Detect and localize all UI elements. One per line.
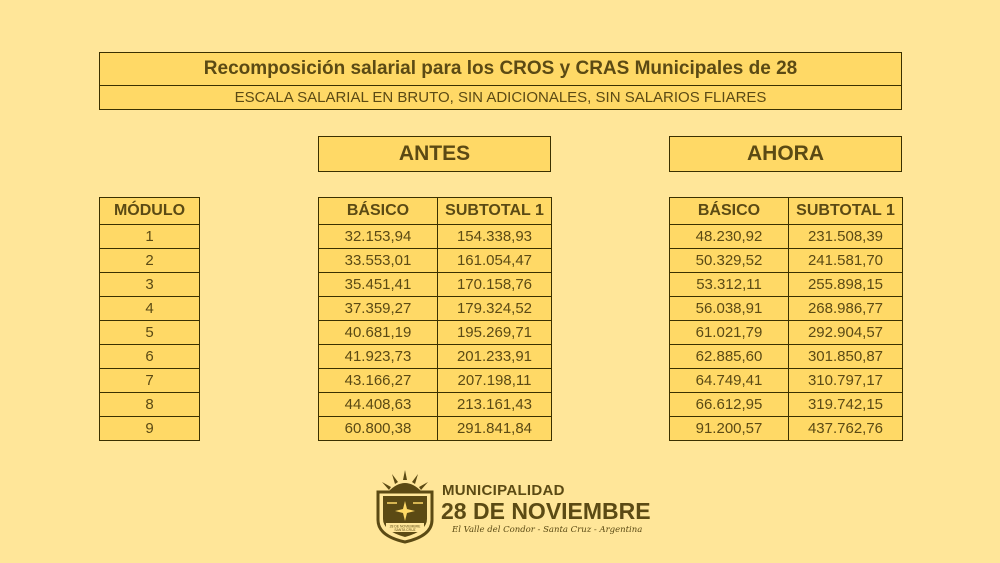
modulo-cell: 3 [100,273,200,297]
table-row [319,297,552,321]
modulo-cell: 4 [100,297,200,321]
ahora-subtotal-cell: 231.508,39 [789,225,903,249]
table-row [670,417,903,441]
antes-subtotal-cell: 179.324,52 [438,297,552,321]
table-row [100,345,200,369]
table-row [670,393,903,417]
table-row [670,225,903,249]
ahora-subtotal-cell: 268.986,77 [789,297,903,321]
ahora-subtotal-cell: 437.762,76 [789,417,903,441]
title-box [99,52,902,110]
ahora-basico-cell: 64.749,41 [670,369,789,393]
ahora-subtotal-header: SUBTOTAL 1 [789,198,903,225]
ahora-table [669,197,903,441]
table-row [319,369,552,393]
ahora-subtotal-cell: 319.742,15 [789,393,903,417]
table-row [100,417,200,441]
modulo-cell: 7 [100,369,200,393]
modulo-cell: 1 [100,225,200,249]
antes-basico-cell: 32.153,94 [319,225,438,249]
logo-place: 28 DE NOVIEMBRE [441,498,651,524]
antes-subtotal-header: SUBTOTAL 1 [438,198,552,225]
coat-of-arms-icon [370,466,440,544]
antes-basico-cell: 35.451,41 [319,273,438,297]
table-row [319,345,552,369]
ahora-subtotal-cell: 301.850,87 [789,345,903,369]
table-row [100,249,200,273]
ahora-basico-cell: 48.230,92 [670,225,789,249]
modulo-header: MÓDULO [100,198,200,225]
antes-heading: ANTES [318,136,551,172]
table-row [100,321,200,345]
table-row [319,321,552,345]
table-row [319,393,552,417]
ahora-basico-cell: 50.329,52 [670,249,789,273]
ahora-basico-cell: 53.312,11 [670,273,789,297]
table-row [670,273,903,297]
table-row [319,273,552,297]
svg-text:SANTA CRUZ: SANTA CRUZ [394,528,416,532]
antes-basico-cell: 37.359,27 [319,297,438,321]
modulo-cell: 5 [100,321,200,345]
table-row [670,297,903,321]
antes-basico-cell: 40.681,19 [319,321,438,345]
logo-name: MUNICIPALIDAD [442,482,565,499]
antes-subtotal-cell: 154.338,93 [438,225,552,249]
table-row [319,225,552,249]
table-row [319,249,552,273]
antes-basico-cell: 43.166,27 [319,369,438,393]
table-row [670,249,903,273]
antes-basico-cell: 44.408,63 [319,393,438,417]
ahora-basico-header: BÁSICO [670,198,789,225]
antes-basico-cell: 33.553,01 [319,249,438,273]
antes-basico-cell: 60.800,38 [319,417,438,441]
modulo-cell: 9 [100,417,200,441]
ahora-subtotal-cell: 255.898,15 [789,273,903,297]
antes-table [318,197,552,441]
modulo-cell: 2 [100,249,200,273]
antes-subtotal-cell: 170.158,76 [438,273,552,297]
logo-tagline: El Valle del Condor - Santa Cruz - Argentina [452,525,643,535]
ahora-basico-cell: 56.038,91 [670,297,789,321]
ahora-subtotal-cell: 241.581,70 [789,249,903,273]
ahora-basico-cell: 66.612,95 [670,393,789,417]
svg-text:28 DE NOVIEMBRE: 28 DE NOVIEMBRE [389,524,421,529]
table-row [319,417,552,441]
table-row [670,369,903,393]
ahora-basico-cell: 91.200,57 [670,417,789,441]
modulo-cell: 6 [100,345,200,369]
ahora-heading: AHORA [669,136,902,172]
antes-subtotal-cell: 161.054,47 [438,249,552,273]
modulo-table [99,197,200,441]
table-row [100,393,200,417]
table-row [100,273,200,297]
antes-subtotal-cell: 195.269,71 [438,321,552,345]
ahora-basico-cell: 61.021,79 [670,321,789,345]
antes-basico-cell: 41.923,73 [319,345,438,369]
antes-basico-header: BÁSICO [319,198,438,225]
antes-subtotal-cell: 213.161,43 [438,393,552,417]
ahora-subtotal-cell: 310.797,17 [789,369,903,393]
antes-subtotal-cell: 207.198,11 [438,369,552,393]
table-row [670,345,903,369]
table-row [100,369,200,393]
table-row [100,225,200,249]
table-row [100,297,200,321]
modulo-cell: 8 [100,393,200,417]
page-title: Recomposición salarial para los CROS y CRAS Municipales de 28 [100,53,901,86]
page-subtitle: ESCALA SALARIAL EN BRUTO, SIN ADICIONALES, SIN SALARIOS FLIARES [234,89,767,106]
table-row [670,321,903,345]
ahora-basico-cell: 62.885,60 [670,345,789,369]
ahora-subtotal-cell: 292.904,57 [789,321,903,345]
antes-subtotal-cell: 291.841,84 [438,417,552,441]
antes-subtotal-cell: 201.233,91 [438,345,552,369]
